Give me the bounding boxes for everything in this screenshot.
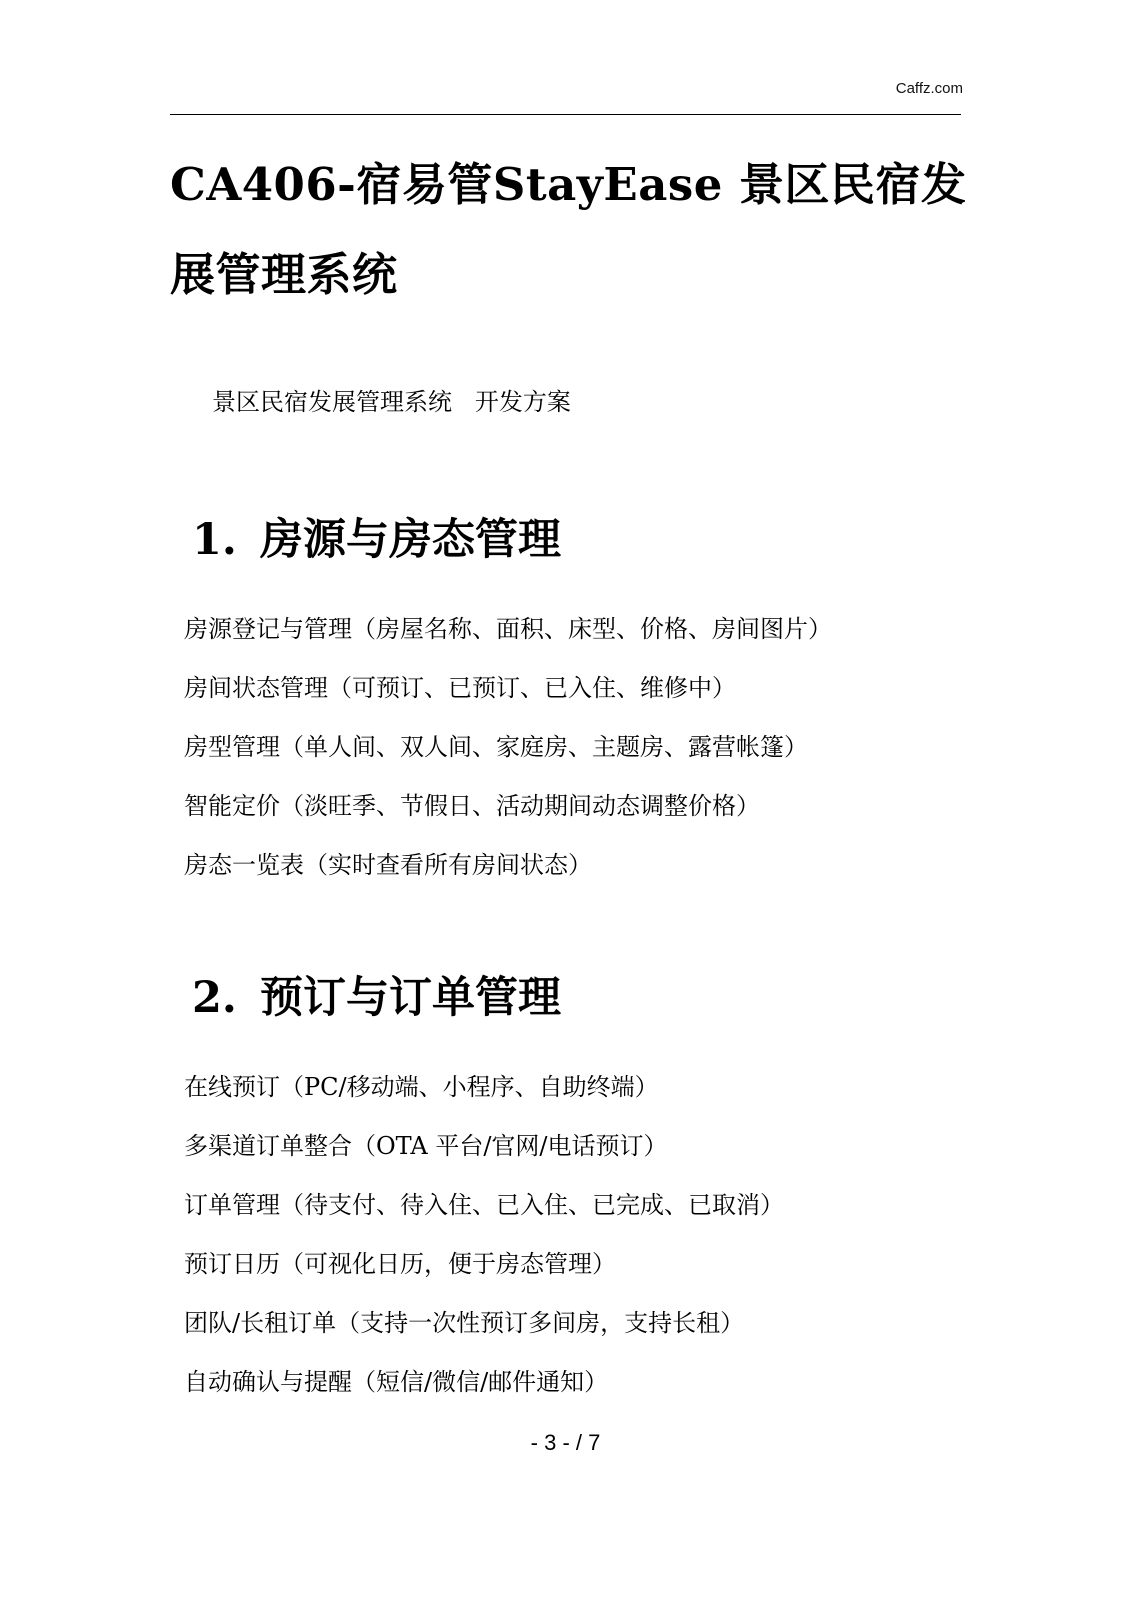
section-number: 1. [192,515,237,565]
section-booking-management [170,968,970,1412]
page-number: - 3 - / 7 [530,1430,601,1455]
document-title: CA406-宿易管StayEase 景区民宿发展管理系统 [170,158,967,301]
section-title: 预订与订单管理 [260,973,561,1023]
list-item: 订单管理（待支付、待入住、已入住、已完成、已取消） [184,1191,784,1219]
section-heading [170,968,970,1028]
document-subtitle: 景区民宿发展管理系统 开发方案 [212,388,571,416]
section-item-list [170,600,970,895]
list-item: 房型管理（单人间、双人间、家庭房、主题房、露营帐篷） [184,733,808,761]
section-number: 2. [192,973,237,1023]
section-room-management [170,510,970,895]
list-item: 房源登记与管理（房屋名称、面积、床型、价格、房间图片） [184,615,832,643]
list-item: 在线预订（PC/移动端、小程序、自助终端） [184,1073,659,1101]
list-item: 自动确认与提醒（短信/微信/邮件通知） [184,1368,609,1396]
list-item: 房态一览表（实时查看所有房间状态） [184,851,592,879]
list-item: 房间状态管理（可预订、已预订、已入住、维修中） [184,674,736,702]
list-item: 团队/长租订单（支持一次性预订多间房，支持长租） [184,1309,745,1337]
section-item-list [170,1058,970,1412]
list-item: 智能定价（淡旺季、节假日、活动期间动态调整价格） [184,792,760,820]
section-heading [170,510,970,570]
list-item: 预订日历（可视化日历，便于房态管理） [184,1250,616,1278]
list-item: 多渠道订单整合（OTA 平台/官网/电话预订） [184,1132,668,1160]
header-divider [170,114,961,115]
section-title: 房源与房态管理 [260,515,561,565]
header-site-name: Caffz.com [895,80,963,97]
